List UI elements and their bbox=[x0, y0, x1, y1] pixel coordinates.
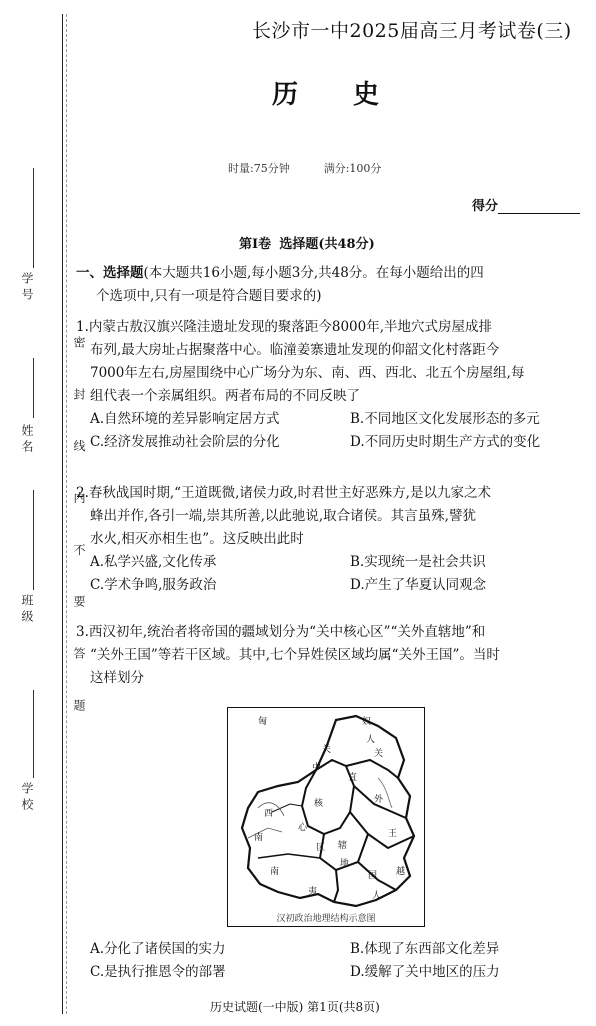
time-limit: 时量:75分钟 bbox=[228, 162, 290, 175]
name-fill-line bbox=[33, 358, 34, 418]
question-3-line-2: “关外王国”等若干区域。其中,七个异姓侯区域均属“关外王国”。当时 bbox=[90, 647, 500, 663]
section-instructions-2: 个选项中,只有一项是符合题目要求的) bbox=[96, 288, 322, 304]
map-label-guan-2: 关 bbox=[374, 749, 384, 759]
subject-title: 历史 bbox=[272, 80, 435, 110]
exam-title: 长沙市一中2025届高三月考试卷(三) bbox=[252, 20, 572, 42]
option-d[interactable]: D.产生了华夏认同观念 bbox=[350, 577, 487, 593]
section-heading bbox=[76, 262, 586, 308]
map-label-he: 核 bbox=[314, 799, 324, 809]
question-3-options bbox=[76, 938, 586, 984]
map-label-guo: 国 bbox=[368, 871, 378, 881]
id-fill-line bbox=[33, 168, 34, 268]
question-1-line-3: 7000年左右,房屋围绕中心广场分为东、南、西、西北、北五个房屋组,每 bbox=[90, 365, 525, 381]
map-drawing bbox=[228, 708, 424, 926]
map-label-yi: 夷 bbox=[308, 887, 318, 897]
part-number: 第Ⅰ卷 bbox=[239, 237, 272, 252]
school-label: 学 校 bbox=[20, 782, 34, 810]
seal-dashed-line bbox=[66, 14, 67, 1014]
question-3-options-block bbox=[76, 938, 586, 984]
map-label-ren-2: 人 bbox=[372, 891, 382, 901]
question-3-line-1: 3.西汉初年,统治者将帝国的疆域划分为“关中核心区”“关外直辖地”和 bbox=[76, 624, 486, 640]
question-2-options bbox=[76, 551, 586, 597]
id-label: 学 号 bbox=[20, 272, 34, 300]
question-2-line-1: 2.春秋战国时期,“王道既微,诸侯力政,时君世主好恶殊方,是以九家之术 bbox=[76, 485, 491, 501]
question-3-line-3: 这样划分 bbox=[90, 670, 144, 686]
map-caption: 汉初政治地理结构示意图 bbox=[276, 914, 376, 924]
map-label-ren: 人 bbox=[366, 735, 376, 745]
score-field[interactable] bbox=[472, 195, 580, 214]
map-label-xia: 辖 bbox=[338, 841, 348, 851]
question-3 bbox=[76, 621, 586, 690]
option-a[interactable]: A.分化了诸侯国的实力 bbox=[90, 941, 226, 957]
option-c[interactable]: C.学术争鸣,服务政治 bbox=[90, 577, 217, 593]
map-label-xiong: 匈 bbox=[258, 717, 268, 727]
question-1-options bbox=[76, 408, 586, 454]
map-label-nan: 南 bbox=[254, 833, 264, 843]
option-a[interactable]: A.私学兴盛,文化传承 bbox=[90, 554, 217, 570]
class-fill-line bbox=[33, 490, 34, 590]
binding-line bbox=[62, 14, 63, 1014]
school-fill-line bbox=[33, 690, 34, 778]
map-label-zhi: 直 bbox=[348, 773, 358, 783]
map-label-yue: 越 bbox=[396, 867, 406, 877]
option-b[interactable]: B.实现统一是社会共识 bbox=[350, 554, 486, 570]
option-b[interactable]: B.体现了东西部文化差异 bbox=[350, 941, 500, 957]
map-label-qu: 区 bbox=[316, 843, 326, 853]
exam-info bbox=[228, 160, 415, 176]
option-d[interactable]: D.缓解了关中地区的压力 bbox=[350, 964, 500, 980]
page-footer: 历史试题(一中版) 第1页(共8页) bbox=[210, 1000, 380, 1014]
question-2-line-3: 水火,相灭亦相生也”。这反映出此时 bbox=[90, 531, 304, 547]
option-a[interactable]: A.自然环境的差异影响定居方式 bbox=[90, 411, 280, 427]
option-b[interactable]: B.不同地区文化发展形态的多元 bbox=[350, 411, 540, 427]
option-d[interactable]: D.不同历史时期生产方式的变化 bbox=[350, 434, 541, 450]
seal-warning-text: 密 封 线 内 不 要 答 题 bbox=[72, 336, 86, 729]
map-label-xin: 心 bbox=[298, 823, 308, 833]
question-1 bbox=[76, 316, 586, 454]
map-label-wai: 外 bbox=[374, 795, 384, 805]
score-label: 得分 bbox=[472, 199, 499, 214]
part-name: 选择题(共48分) bbox=[279, 237, 375, 252]
map-label-zhong: 中 bbox=[312, 763, 322, 773]
map-label-nu: 奴 bbox=[362, 717, 372, 727]
question-2 bbox=[76, 482, 586, 597]
map-label-xi: 西 bbox=[264, 809, 274, 819]
question-2-line-2: 蜂出并作,各引一端,崇其所善,以此驰说,取合诸侯。其言虽殊,譬犹 bbox=[90, 508, 476, 524]
name-label: 姓 名 bbox=[20, 424, 34, 452]
section-instructions-1: (本大题共16小题,每小题3分,共48分。在每小题给出的四 bbox=[143, 265, 484, 281]
map-label-guan: 关 bbox=[322, 745, 332, 755]
question-1-line-1: 1.内蒙古敖汉旗兴隆洼遗址发现的聚落距今8000年,半地穴式房屋成排 bbox=[76, 319, 493, 335]
map-label-wang: 王 bbox=[388, 829, 398, 839]
han-political-geography-map bbox=[227, 707, 425, 927]
option-c[interactable]: C.是执行推恩令的部署 bbox=[90, 964, 226, 980]
map-label-nan-2: 南 bbox=[270, 867, 280, 877]
full-score: 满分:100分 bbox=[323, 162, 382, 175]
section-lead: 一、选择题 bbox=[76, 265, 144, 281]
score-blank[interactable] bbox=[498, 199, 580, 214]
option-c[interactable]: C.经济发展推动社会阶层的分化 bbox=[90, 434, 280, 450]
question-1-line-2: 布列,最大房址占据聚落中心。临潼姜寨遗址发现的仰韶文化村落距今 bbox=[90, 342, 500, 358]
map-label-di: 地 bbox=[340, 859, 350, 869]
part-title bbox=[239, 233, 375, 252]
class-label: 班 级 bbox=[20, 594, 34, 622]
question-1-line-4: 组代表一个亲属组织。两者布局的不同反映了 bbox=[90, 388, 360, 404]
